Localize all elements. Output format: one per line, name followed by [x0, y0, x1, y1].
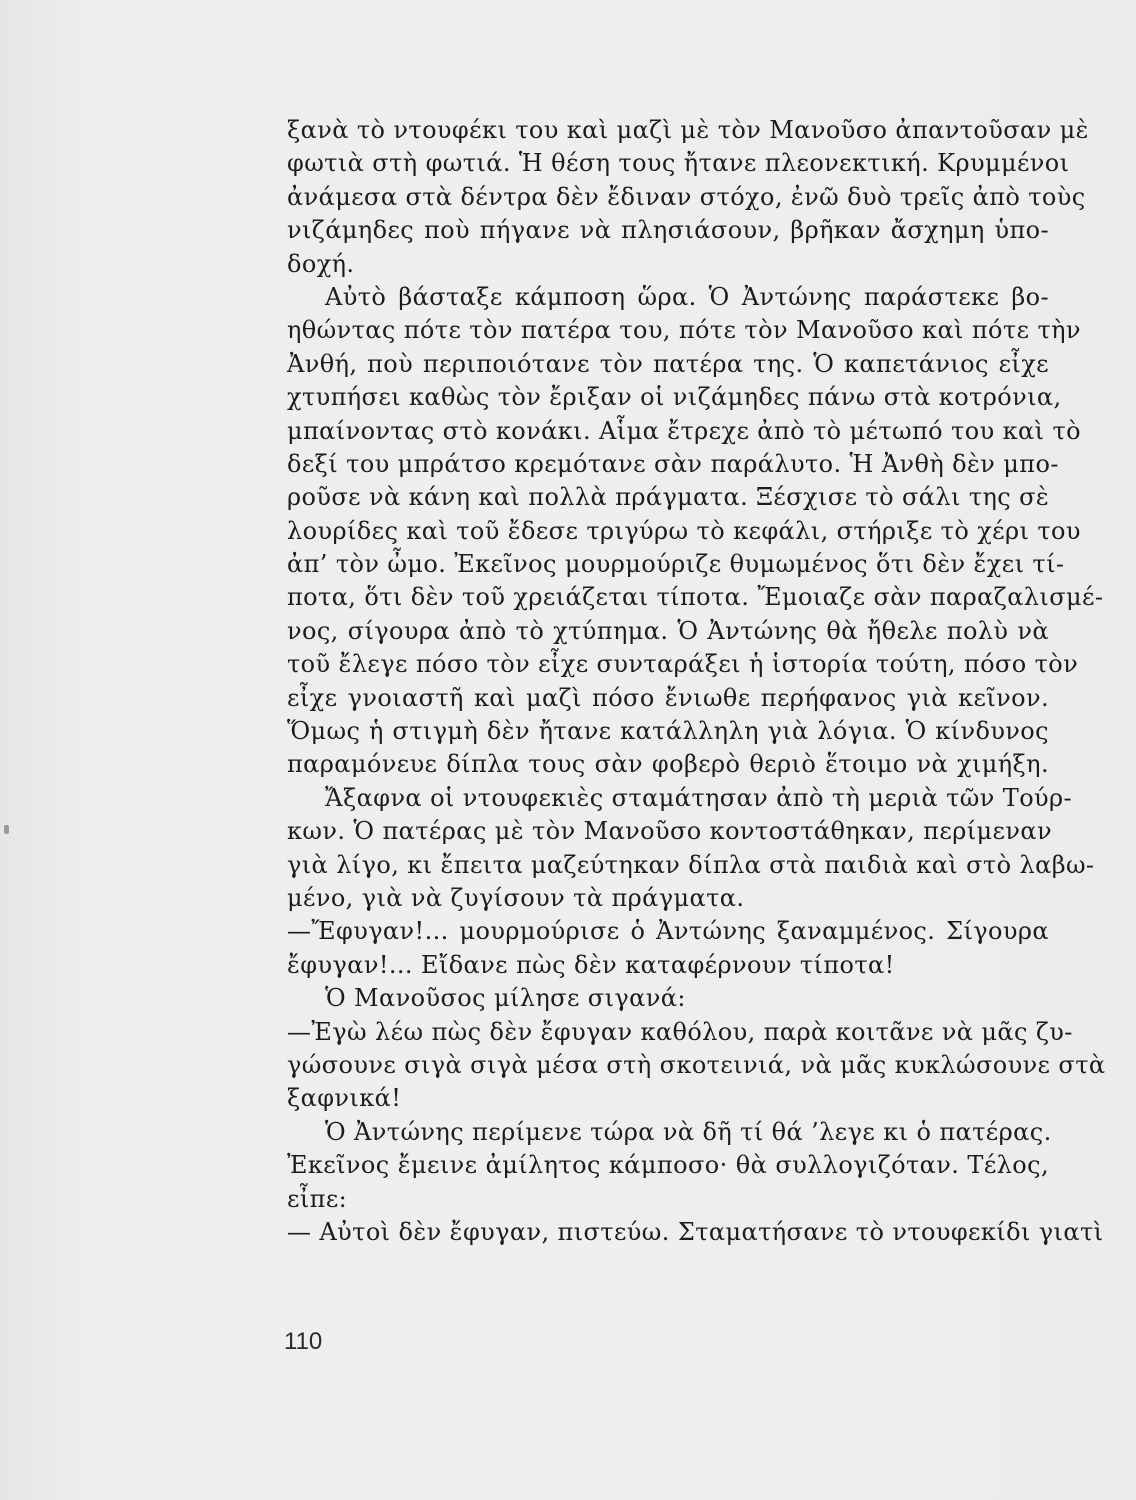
text-line: τοῦ ἔλεγε πόσο τὸν εἶχε συνταράξει ἡ ἱστορία τούτη, πόσο τὸν — [287, 650, 1079, 679]
text-line: δεξί του μπράτσο κρεμότανε σὰν παράλυτο. Ἡ Ἀνθὴ δὲν μπο- — [287, 449, 1059, 478]
text-line: γιὰ λίγο, κι ἔπειτα μαζεύτηκαν δίπλα στὰ παιδιὰ καὶ στὸ λαβω- — [287, 850, 1095, 879]
text-line: Ὅμως ἡ στιγμὴ δὲν ἤτανε κατάλληλη γιὰ λόγια. Ὁ κίνδυνος — [287, 717, 1049, 746]
text-line: Ὁ Μανοῦσος μίλησε σιγανά: — [325, 984, 686, 1013]
scan-mark — [4, 825, 9, 834]
text-line: ἀπ’ τὸν ὦμο. Ἐκεῖνος μουρμούριζε θυμωμένος ὅτι δὲν ἔχει τί- — [287, 550, 1065, 579]
text-line: ἀνάμεσα στὰ δέντρα δὲν ἔδιναν στόχο, ἐνῶ δυὸ τρεῖς ἀπὸ τοὺς — [287, 182, 1086, 211]
body-text — [287, 114, 1106, 1249]
text-line: ροῦσε νὰ κάνη καὶ πολλὰ πράγματα. Ξέσχισε τὸ σάλι της σὲ — [287, 483, 1050, 512]
text-line: λουρίδες καὶ τοῦ ἔδεσε τριγύρω τὸ κεφάλι, στήριξε τὸ χέρι του — [287, 516, 1081, 545]
text-line: Ἄξαφνα οἱ ντουφεκιὲς σταμάτησαν ἀπὸ τὴ μεριὰ τῶν Τούρ- — [325, 783, 1073, 812]
text-line: χτυπήσει καθὼς τὸν ἔριξαν οἱ νιζάμηδες πάνω στὰ κοτρόνια, — [287, 383, 1062, 412]
text-line: Ὁ Ἀντώνης περίμενε τώρα νὰ δῆ τί θά ’λεγε κι ὁ πατέρας. — [325, 1117, 1052, 1146]
text-line: νος, σίγουρα ἀπὸ τὸ χτύπημα. Ὁ Ἀντώνης θὰ ἤθελε πολὺ νὰ — [287, 616, 1049, 645]
text-line: Ἀνθή, ποὺ περιποιότανε τὸν πατέρα της. Ὁ καπετάνιος εἶχε — [287, 349, 1049, 378]
text-line: εἶχε γνοιαστῆ καὶ μαζὶ πόσο ἔνιωθε περήφανος γιὰ κεῖνον. — [287, 683, 1049, 712]
text-line: δοχή. — [287, 249, 355, 278]
text-line: — Αὐτοὶ δὲν ἔφυγαν, πιστεύω. Σταματήσανε τὸ ντουφεκίδι γιατὶ — [287, 1217, 1104, 1246]
text-line: ξαφνικά! — [287, 1084, 402, 1113]
text-line: ξανὰ τὸ ντουφέκι του καὶ μαζὶ μὲ τὸν Μανοῦσο ἀπαντοῦσαν μὲ — [287, 116, 1089, 144]
text-line: ἔφυγαν!... Εἴδανε πὼς δὲν καταφέρνουν τίποτα! — [287, 950, 895, 979]
text-line: φωτιὰ στὴ φωτιά. Ἡ θέση τους ἤτανε πλεονεκτική. Κρυμμένοι — [287, 149, 1070, 178]
text-line: κων. Ὁ πατέρας μὲ τὸν Μανοῦσο κοντοστάθηκαν, περίμεναν — [287, 817, 1052, 846]
text-line: Ἐκεῖνος ἔμεινε ἀμίλητος κάμποσο· θὰ συλλογιζόταν. Τέλος, — [287, 1151, 1049, 1180]
text-line: Αὐτὸ βάσταξε κάμποση ὥρα. Ὁ Ἀντώνης παράστεκε βο- — [325, 282, 1049, 311]
text-line: νιζάμηδες ποὺ πήγανε νὰ πλησιάσουν, βρῆκαν ἄσχημη ὑπο- — [287, 216, 1049, 245]
text-line: εἶπε: — [287, 1184, 348, 1213]
text-line: ηθώντας πότε τὸν πατέρα του, πότε τὸν Μανοῦσο καὶ πότε τὴν — [287, 316, 1081, 345]
text-line: γώσουνε σιγὰ σιγὰ μέσα στὴ σκοτεινιά, νὰ μᾶς κυκλώσουνε στὰ — [287, 1050, 1106, 1079]
text-line: μπαίνοντας στὸ κονάκι. Αἷμα ἔτρεχε ἀπὸ τὸ μέτωπό του καὶ τὸ — [287, 416, 1081, 445]
text-line: —Ἔφυγαν!... μουρμούρισε ὁ Ἀντώνης ξαναμμένος. Σίγουρα — [287, 917, 1049, 946]
page-number: 110 — [284, 1328, 323, 1355]
text-line: —Ἐγὼ λέω πὼς δὲν ἔφυγαν καθόλου, παρὰ κοιτᾶνε νὰ μᾶς ζυ- — [287, 1017, 1073, 1046]
text-line: παραμόνευε δίπλα τους σὰν φοβερὸ θεριὸ ἕτοιμο νὰ χιμήξη. — [287, 750, 1049, 779]
text-line: ποτα, ὅτι δὲν τοῦ χρειάζεται τίποτα. Ἔμοιαζε σὰν παραζαλισμέ- — [287, 583, 1104, 612]
text-line: μένο, γιὰ νὰ ζυγίσουν τὰ πράγματα. — [287, 883, 745, 912]
